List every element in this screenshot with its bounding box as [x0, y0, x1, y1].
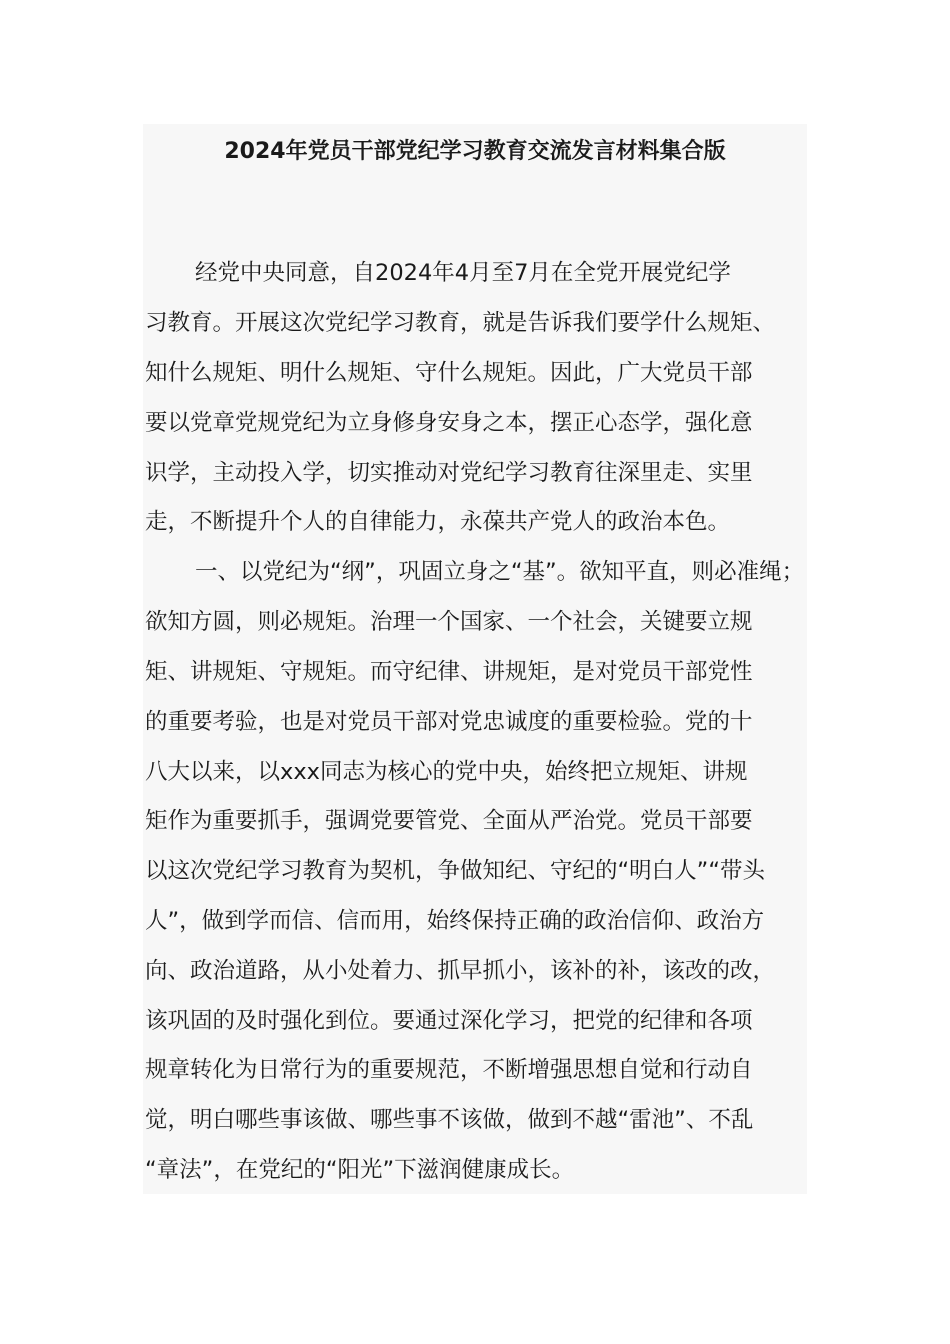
- paragraph-2-line-13: “章法”，在党纪的“阳光”下滋润健康成长。: [145, 1157, 575, 1183]
- paragraph-2-line-1: 一、以党纪为“纲”，巩固立身之“基”。欲知平直，则必准绳；: [195, 559, 805, 585]
- paragraph-2-line-8: 人”，做到学而信、信而用，始终保持正确的政治信仰、政治方: [145, 908, 765, 934]
- paragraph-2-line-7: 以这次党纪学习教育为契机，争做知纪、守纪的“明白人”“带头: [145, 858, 765, 884]
- paragraph-2-line-12: 觉，明白哪些事该做、哪些事不该做，做到不越“雷池”、不乱: [145, 1107, 754, 1133]
- paragraph-1-line-1: 经党中央同意，自2024年4月至7月在全党开展党纪学: [195, 260, 731, 286]
- paragraph-1-line-6: 走，不断提升个人的自律能力，永葆共产党人的政治本色。: [145, 509, 731, 535]
- paragraph-1-line-2: 习教育。开展这次党纪学习教育，就是告诉我们要学什么规矩、: [145, 310, 776, 336]
- paragraph-1-line-5: 识学，主动投入学，切实推动对党纪学习教育往深里走、实里: [145, 460, 753, 486]
- paragraph-1-line-3: 知什么规矩、明什么规矩、守什么规矩。因此，广大党员干部: [145, 360, 753, 386]
- paragraph-2-line-11: 规章转化为日常行为的重要规范，不断增强思想自觉和行动自: [145, 1057, 753, 1083]
- paragraph-2-line-9: 向、政治道路，从小处着力、抓早抓小，该补的补，该改的改，: [145, 958, 776, 984]
- document-title: 2024年党员干部党纪学习教育交流发言材料集合版: [224, 139, 726, 164]
- paragraph-2-line-10: 该巩固的及时强化到位。要通过深化学习，把党的纪律和各项: [145, 1008, 753, 1034]
- paragraph-2-line-5: 八大以来，以xxx同志为核心的党中央，始终把立规矩、讲规: [145, 759, 748, 785]
- paragraph-2-line-4: 的重要考验，也是对党员干部对党忠诚度的重要检验。党的十: [145, 709, 753, 735]
- paragraph-2-line-3: 矩、讲规矩、守规矩。而守纪律、讲规矩，是对党员干部党性: [145, 659, 753, 685]
- paragraph-1-line-4: 要以党章党规党纪为立身修身安身之本，摆正心态学，强化意: [145, 410, 753, 436]
- paragraph-2-line-6: 矩作为重要抓手，强调党要管党、全面从严治党。党员干部要: [145, 808, 753, 834]
- paragraph-2-line-2: 欲知方圆，则必规矩。治理一个国家、一个社会，关键要立规: [145, 609, 753, 635]
